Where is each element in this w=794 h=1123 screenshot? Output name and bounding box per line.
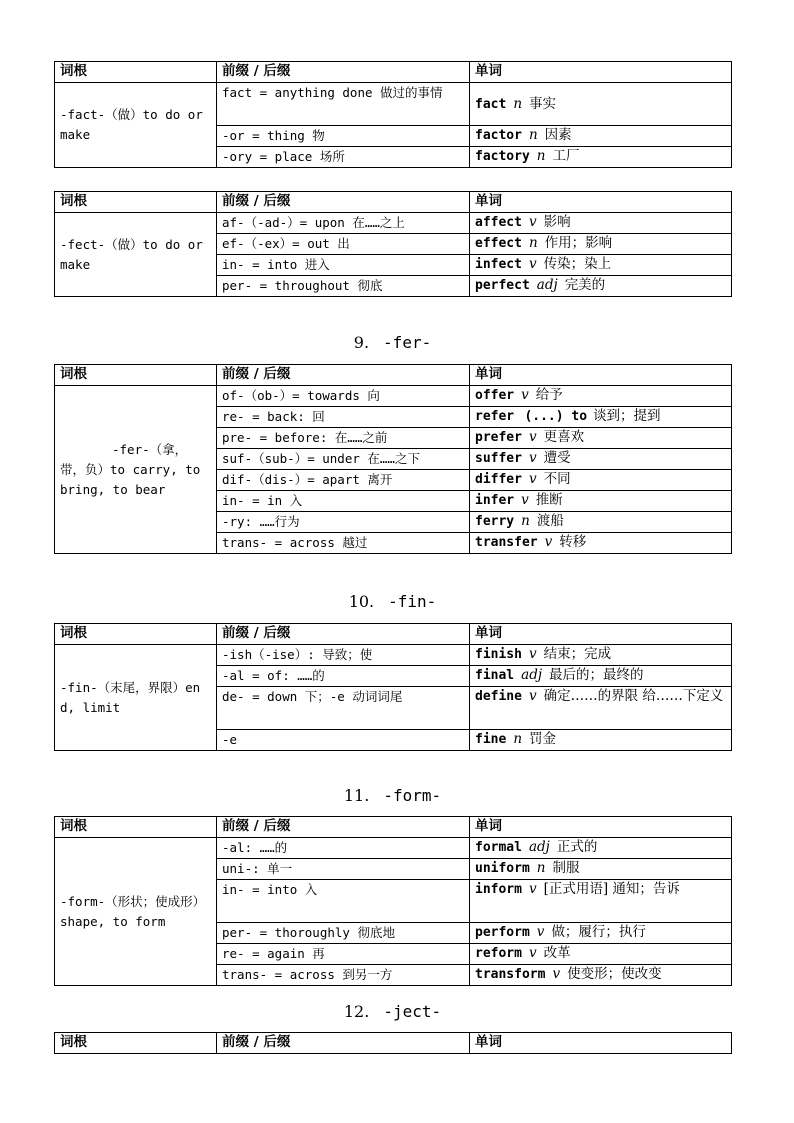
- root-table-form: [54, 816, 732, 986]
- affix-cell: -al: ……的: [217, 838, 470, 859]
- word-meaning: 正式的: [556, 839, 598, 855]
- section-heading-9: [54, 333, 731, 352]
- word-meaning: 推断: [535, 492, 563, 508]
- header-root: 词根: [55, 62, 217, 83]
- word-meaning: 最后的；最终的: [549, 667, 644, 683]
- part-of-speech: v: [528, 450, 537, 466]
- affix-cell: in- = in 入: [217, 491, 470, 512]
- section-title: -ject-: [383, 1002, 442, 1021]
- word-cell: [470, 923, 732, 944]
- table-header-row: [55, 62, 732, 83]
- header-word: 单词: [470, 624, 732, 645]
- affix-cell: dif-（dis-）= apart 离开: [217, 470, 470, 491]
- header-word: 单词: [470, 62, 732, 83]
- header-affix: 前缀 / 后缀: [217, 192, 470, 213]
- word-meaning: 谈到；提到: [593, 408, 661, 424]
- word-meaning: 因素: [544, 127, 572, 143]
- part-of-speech: v: [528, 688, 537, 704]
- table-row: [55, 83, 732, 126]
- part-of-speech: n: [536, 148, 546, 164]
- word-term: effect: [475, 236, 522, 251]
- table-row: [55, 645, 732, 666]
- part-of-speech: v: [528, 881, 537, 897]
- word-cell: [470, 880, 732, 923]
- word-meaning: 确定……的界限 给……下定义: [543, 688, 724, 704]
- section-heading-11: [54, 786, 731, 805]
- part-of-speech: n: [528, 235, 538, 251]
- part-of-speech: v: [528, 471, 537, 487]
- affix-cell: -e: [217, 730, 470, 751]
- section-number: 9.: [353, 333, 370, 352]
- word-meaning: 影响: [543, 214, 571, 230]
- word-cell: [470, 512, 732, 533]
- affix-cell: -ish（-ise）: 导致；使: [217, 645, 470, 666]
- root-table-fact: [54, 61, 732, 168]
- header-word: 单词: [470, 1033, 732, 1054]
- word-term: perform: [475, 925, 530, 940]
- affix-cell: re- = back: 回: [217, 407, 470, 428]
- word-meaning: 使变形；使改变: [567, 966, 662, 982]
- word-meaning: 渡船: [536, 513, 564, 529]
- word-term: fact: [475, 96, 507, 112]
- word-cell: [470, 234, 732, 255]
- section-title: -fer-: [383, 333, 432, 352]
- header-root: 词根: [55, 365, 217, 386]
- header-affix: 前缀 / 后缀: [217, 624, 470, 645]
- affix-cell: trans- = across 越过: [217, 533, 470, 554]
- word-term: formal: [475, 840, 522, 855]
- word-term: define: [475, 689, 522, 704]
- affix-cell: -ory = place 场所: [217, 147, 470, 168]
- table-row: [55, 386, 732, 407]
- word-meaning: 完美的: [564, 277, 606, 293]
- word-term: refer: [475, 409, 515, 424]
- affix-cell: in- = into 进入: [217, 255, 470, 276]
- table-header-row: [55, 365, 732, 386]
- root-cell: -fer-（拿，带，负）to carry, to bring, to bear: [55, 386, 217, 554]
- part-of-speech: v: [536, 924, 545, 940]
- root-cell: -fin-（末尾，界限）end, limit: [55, 645, 217, 751]
- word-meaning: 遭受: [543, 450, 571, 466]
- root-cell: -form-（形状；使成形）shape, to form: [55, 838, 217, 986]
- word-cell: [470, 533, 732, 554]
- word-term: factor: [475, 128, 522, 143]
- word-cell: [470, 645, 732, 666]
- word-term: affect: [475, 215, 522, 230]
- word-cell: [470, 470, 732, 491]
- word-term: factory: [475, 149, 530, 164]
- header-affix: 前缀 / 后缀: [217, 62, 470, 83]
- root-table-fer: [54, 364, 732, 554]
- word-term: uniform: [475, 861, 530, 876]
- word-term: fine: [475, 732, 507, 747]
- table-header-row: [55, 192, 732, 213]
- word-term: infect: [475, 257, 522, 272]
- word-meaning: [正式用语] 通知；告诉: [543, 881, 680, 897]
- section-number: 11.: [343, 786, 370, 805]
- word-meaning: 不同: [543, 471, 571, 487]
- word-cell: [470, 944, 732, 965]
- word-term: suffer: [475, 451, 522, 466]
- affix-cell: -or = thing 物: [217, 126, 470, 147]
- part-of-speech: n: [521, 513, 530, 529]
- part-of-speech: v: [552, 966, 561, 982]
- word-cell: [470, 666, 732, 687]
- affix-cell: -al = of: ……的: [217, 666, 470, 687]
- word-cell: [470, 449, 732, 470]
- word-meaning: 结束；完成: [543, 646, 612, 662]
- root-table-fin: [54, 623, 732, 751]
- word-cell: [470, 147, 732, 168]
- word-cell: [470, 428, 732, 449]
- word-meaning: 制服: [552, 860, 580, 876]
- word-term: perfect: [475, 278, 530, 293]
- word-cell: [470, 859, 732, 880]
- word-cell: [470, 213, 732, 234]
- word-meaning: 更喜欢: [543, 429, 585, 445]
- affix-cell: re- = again 再: [217, 944, 470, 965]
- word-term: transform: [475, 967, 546, 982]
- section-title: -form-: [383, 786, 442, 805]
- word-meaning: 工厂: [552, 148, 580, 164]
- header-word: 单词: [470, 192, 732, 213]
- header-affix: 前缀 / 后缀: [217, 817, 470, 838]
- affix-cell: -ry: ……行为: [217, 512, 470, 533]
- part-of-speech: v: [528, 945, 537, 961]
- word-cell: [470, 730, 732, 751]
- root-cell: -fact-（做）to do or make: [55, 83, 217, 168]
- affix-cell: per- = throughout 彻底: [217, 276, 470, 297]
- word-meaning: 改革: [543, 945, 571, 961]
- part-of-speech: adj: [528, 839, 550, 855]
- table-header-row: [55, 624, 732, 645]
- word-term: inform: [475, 882, 522, 897]
- word-term: finish: [475, 647, 522, 662]
- word-meaning: 给予: [535, 387, 563, 403]
- header-word: 单词: [470, 817, 732, 838]
- part-of-speech: adj: [521, 667, 543, 683]
- part-of-speech: v: [521, 492, 529, 508]
- word-term: differ: [475, 472, 522, 487]
- part-of-speech: n: [513, 731, 523, 747]
- table-header-row: [55, 817, 732, 838]
- word-cell: [470, 386, 732, 407]
- table-header-row: [55, 1033, 732, 1054]
- word-term: final: [475, 668, 515, 683]
- part-of-speech: v: [528, 646, 537, 662]
- word-term: transfer: [475, 535, 538, 550]
- word-cell: [470, 83, 732, 126]
- header-root: 词根: [55, 624, 217, 645]
- root-table-ject: [54, 1032, 732, 1054]
- word-meaning: 传染；染上: [543, 256, 612, 272]
- part-of-speech: v: [521, 387, 529, 403]
- word-cell: [470, 491, 732, 512]
- word-cell: [470, 407, 732, 428]
- affix-cell: suf-（sub-）= under 在……之下: [217, 449, 470, 470]
- section-title: -fin-: [388, 592, 437, 611]
- part-of-speech: n: [528, 127, 538, 143]
- word-meaning: 事实: [529, 95, 557, 112]
- word-term: prefer: [475, 430, 522, 445]
- word-cell: [470, 838, 732, 859]
- word-meaning: 罚金: [529, 731, 557, 747]
- word-cell: [470, 965, 732, 986]
- table-row: [55, 838, 732, 859]
- word-meaning: 做；履行；执行: [551, 924, 646, 940]
- part-of-speech: v: [528, 256, 537, 272]
- part-of-speech: adj: [536, 277, 558, 293]
- word-cell: [470, 687, 732, 730]
- part-of-speech: v: [544, 534, 553, 550]
- header-root: 词根: [55, 1033, 217, 1054]
- header-affix: 前缀 / 后缀: [217, 365, 470, 386]
- header-word: 单词: [470, 365, 732, 386]
- word-cell: [470, 276, 732, 297]
- header-affix: 前缀 / 后缀: [217, 1033, 470, 1054]
- affix-cell: uni-: 单一: [217, 859, 470, 880]
- affix-cell: af-（-ad-）= upon 在……之上: [217, 213, 470, 234]
- root-cell: -fect-（做）to do or make: [55, 213, 217, 297]
- affix-cell: of-（ob-）= towards 向: [217, 386, 470, 407]
- affix-cell: de- = down 下；-e 动词词尾: [217, 687, 470, 730]
- part-of-speech: v: [528, 429, 537, 445]
- word-term: reform: [475, 946, 522, 961]
- part-of-speech: n: [513, 95, 523, 112]
- affix-cell: fact = anything done 做过的事情: [217, 83, 470, 126]
- word-meaning: 转移: [559, 534, 587, 550]
- part-of-speech: n: [536, 860, 546, 876]
- affix-cell: trans- = across 到另一方: [217, 965, 470, 986]
- header-root: 词根: [55, 192, 217, 213]
- affix-cell: ef-（-ex）= out 出: [217, 234, 470, 255]
- root-table-fect: [54, 191, 732, 297]
- header-root: 词根: [55, 817, 217, 838]
- section-heading-10: [54, 592, 731, 611]
- table-row: [55, 213, 732, 234]
- word-meaning: 作用；影响: [544, 235, 613, 251]
- word-cell: [470, 126, 732, 147]
- section-heading-12: [54, 1002, 731, 1021]
- word-term: ferry: [475, 514, 515, 529]
- affix-cell: pre- = before: 在……之前: [217, 428, 470, 449]
- affix-cell: in- = into 入: [217, 880, 470, 923]
- word-term: infer: [475, 493, 515, 508]
- section-number: 10.: [348, 592, 375, 611]
- part-of-speech: (...) to: [524, 409, 588, 424]
- section-number: 12.: [343, 1002, 370, 1021]
- word-cell: [470, 255, 732, 276]
- affix-cell: per- = thoroughly 彻底地: [217, 923, 470, 944]
- word-term: offer: [475, 388, 515, 403]
- part-of-speech: v: [528, 214, 537, 230]
